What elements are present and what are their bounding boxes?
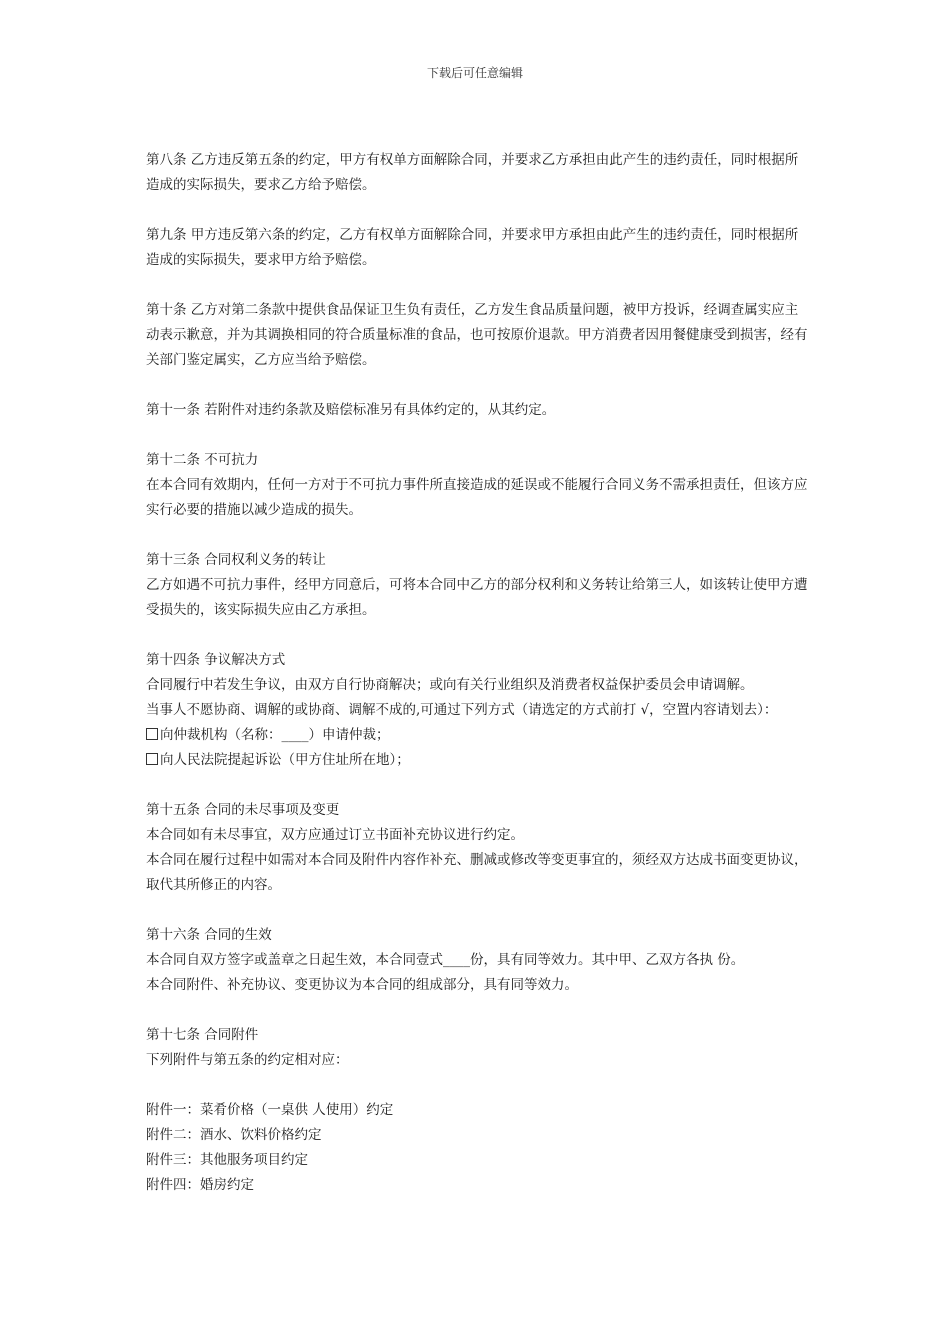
article-heading: 第十五条 合同的未尽事项及变更	[146, 802, 340, 818]
paragraph: 第八条 乙方违反第五条的约定，甲方有权单方面解除合同，并要求乙方承担由此产生的违约责任，同时根据所造成的实际损失，要求乙方给予赔偿。	[146, 152, 799, 193]
option-litigation	[146, 748, 811, 773]
article-heading: 第十七条 合同附件	[146, 1027, 259, 1043]
paragraph: 第九条 甲方违反第六条的约定，乙方有权单方面解除合同，并要求甲方承担由此产生的违约责任，同时根据所造成的实际损失，要求甲方给予赔偿。	[146, 227, 799, 268]
paragraph: 本合同自双方签字或盖章之日起生效，本合同壹式____份，具有同等效力。其中甲、乙双方各执 份。	[146, 952, 745, 968]
checkbox-icon	[146, 753, 158, 765]
article-16	[146, 923, 811, 998]
option-label: 向仲裁机构（名称：____）申请仲裁；	[160, 727, 390, 743]
article-heading: 第十四条 争议解决方式	[146, 652, 286, 668]
attachment-item: 附件三：其他服务项目约定	[146, 1152, 308, 1168]
option-label: 向人民法院提起诉讼（甲方住址所在地）；	[160, 752, 410, 768]
article-9	[146, 223, 811, 273]
attachment-item: 附件一：菜肴价格（一桌供 人使用）约定	[146, 1102, 394, 1118]
option-arbitration	[146, 723, 811, 748]
article-heading: 第十三条 合同权利义务的转让	[146, 552, 326, 568]
paragraph: 当事人不愿协商、调解的或协商、调解不成的,可通过下列方式（请选定的方式前打 √，空置内容请划去）：	[146, 702, 778, 718]
paragraph: 本合同如有未尽事宜，双方应通过订立书面补充协议进行约定。	[146, 827, 524, 843]
article-heading: 第十二条 不可抗力	[146, 452, 259, 468]
article-17	[146, 1023, 811, 1073]
paragraph: 合同履行中若发生争议，由双方自行协商解决；或向有关行业组织及消费者权益保护委员会申请调解。	[146, 677, 754, 693]
article-13	[146, 548, 811, 623]
paragraph: 在本合同有效期内，任何一方对于不可抗力事件所直接造成的延误或不能履行合同义务不需承担责任，但该方应实行必要的措施以减少造成的损失。	[146, 477, 808, 518]
paragraph: 本合同附件、补充协议、变更协议为本合同的组成部分，具有同等效力。	[146, 977, 578, 993]
paragraph: 下列附件与第五条的约定相对应：	[146, 1052, 349, 1068]
paragraph: 本合同在履行过程中如需对本合同及附件内容作补充、删减或修改等变更事宜的，须经双方达成书面变更协议，取代其所修正的内容。	[146, 852, 808, 893]
page-header: 下载后可任意编辑	[426, 66, 523, 80]
attachment-item: 附件二：酒水、饮料价格约定	[146, 1127, 322, 1143]
article-14	[146, 648, 811, 773]
paragraph: 乙方如遇不可抗力事件，经甲方同意后，可将本合同中乙方的部分权利和义务转让给第三人，如该转让使甲方遭受损失的，该实际损失应由乙方承担。	[146, 577, 808, 618]
article-8	[146, 148, 811, 198]
document-body	[146, 148, 811, 1223]
attachment-list	[146, 1098, 811, 1198]
article-11	[146, 398, 811, 423]
checkbox-icon	[146, 728, 158, 740]
article-10	[146, 298, 811, 373]
attachment-item: 附件四：婚房约定	[146, 1177, 254, 1193]
article-15	[146, 798, 811, 898]
paragraph: 第十条 乙方对第二条款中提供食品保证卫生负有责任，乙方发生食品质量问题，被甲方投诉，经调查属实应主动表示歉意，并为其调换相同的符合质量标准的食品，也可按原价退款。甲方消费者因用餐健康受到损害，经有关部门鉴定属实，乙方应当给予赔偿。	[146, 302, 808, 368]
article-12	[146, 448, 811, 523]
article-heading: 第十六条 合同的生效	[146, 927, 272, 943]
paragraph: 第十一条 若附件对违约条款及赔偿标准另有具体约定的，从其约定。	[146, 402, 556, 418]
